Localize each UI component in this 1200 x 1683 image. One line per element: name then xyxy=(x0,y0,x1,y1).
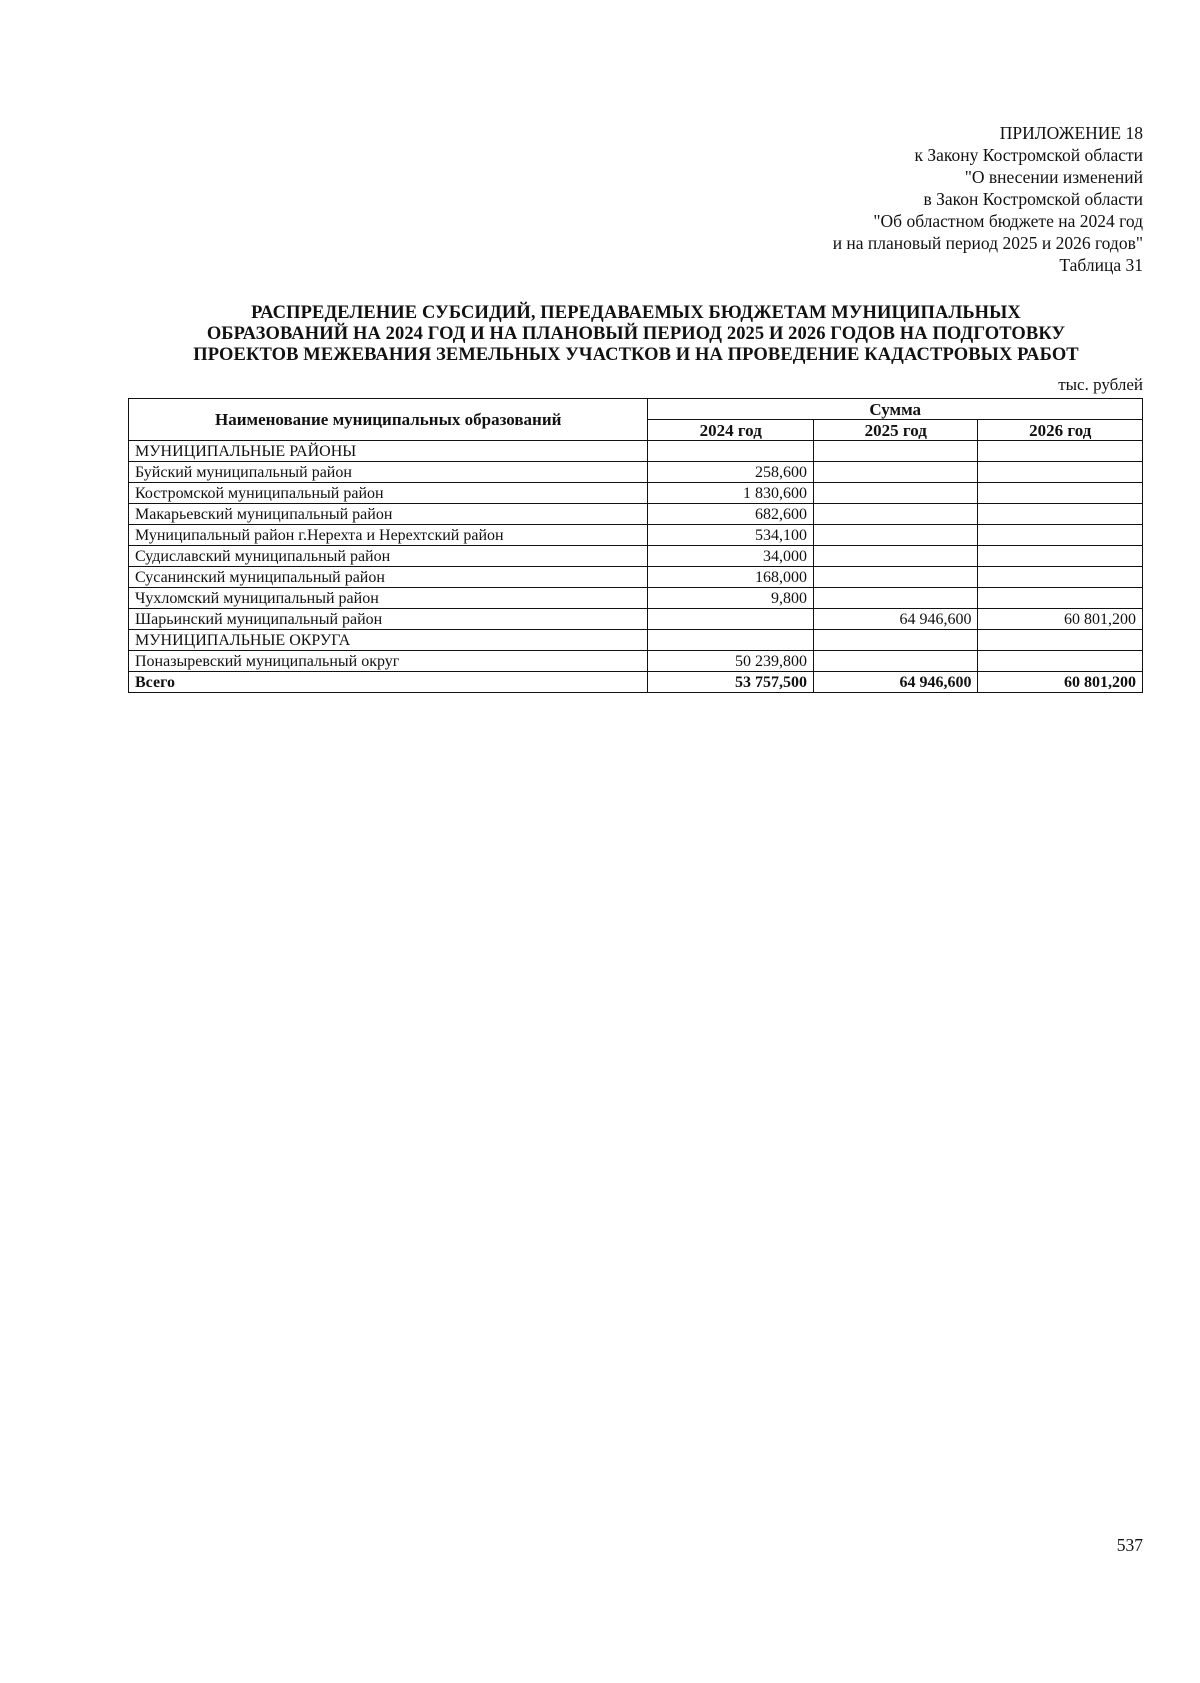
value-2024: 34,000 xyxy=(648,546,814,567)
value-2024: 168,000 xyxy=(648,567,814,588)
appendix-law-line: "Об областном бюджете на 2024 год xyxy=(873,211,1143,231)
row-name: Поназыревский муниципальный округ xyxy=(129,651,648,672)
value-2024: 682,600 xyxy=(648,504,814,525)
value-2025 xyxy=(814,462,978,483)
value-2024: 534,100 xyxy=(648,525,814,546)
table-row xyxy=(129,609,1143,630)
value-2026 xyxy=(978,504,1143,525)
value-2025 xyxy=(814,588,978,609)
table-row xyxy=(129,567,1143,588)
table-row xyxy=(129,483,1143,504)
value-2026 xyxy=(978,546,1143,567)
total-2025: 64 946,600 xyxy=(814,672,978,693)
value-2026 xyxy=(978,630,1143,651)
value-2024: 9,800 xyxy=(648,588,814,609)
table-row xyxy=(129,651,1143,672)
value-2026 xyxy=(978,651,1143,672)
table-row-total xyxy=(129,672,1143,693)
value-2025 xyxy=(814,630,978,651)
table-number: Таблица 31 xyxy=(1059,255,1143,275)
value-2024 xyxy=(648,609,814,630)
units-label: тыс. рублей xyxy=(1058,375,1143,394)
column-header-name: Наименование муниципальных образований xyxy=(129,399,648,441)
value-2024: 258,600 xyxy=(648,462,814,483)
table-row xyxy=(129,462,1143,483)
value-2024: 1 830,600 xyxy=(648,483,814,504)
value-2026 xyxy=(978,462,1143,483)
page-number: 537 xyxy=(1116,1535,1143,1555)
appendix-law-line: и на плановый период 2025 и 2026 годов" xyxy=(832,233,1143,253)
value-2026 xyxy=(978,483,1143,504)
value-2025 xyxy=(814,546,978,567)
value-2024 xyxy=(648,441,814,462)
value-2025 xyxy=(814,525,978,546)
value-2026 xyxy=(978,441,1143,462)
row-name: Судиславский муниципальный район xyxy=(129,546,648,567)
value-2025 xyxy=(814,567,978,588)
value-2025 xyxy=(814,441,978,462)
document-title xyxy=(128,303,1144,366)
row-name: Макарьевский муниципальный район xyxy=(129,504,648,525)
total-2024: 53 757,500 xyxy=(648,672,814,693)
row-name: Чухломский муниципальный район xyxy=(129,588,648,609)
value-2026 xyxy=(978,588,1143,609)
value-2026: 60 801,200 xyxy=(978,609,1143,630)
table-row xyxy=(129,525,1143,546)
row-name: МУНИЦИПАЛЬНЫЕ ОКРУГА xyxy=(129,630,648,651)
subsidies-table xyxy=(128,398,1143,693)
value-2025 xyxy=(814,504,978,525)
table-row-section xyxy=(129,441,1143,462)
value-2025: 64 946,600 xyxy=(814,609,978,630)
row-name: Сусанинский муниципальный район xyxy=(129,567,648,588)
appendix-law-line: в Закон Костромской области xyxy=(923,189,1143,209)
column-header-2024: 2024 год xyxy=(648,420,814,441)
table-row-section xyxy=(129,630,1143,651)
value-2026 xyxy=(978,525,1143,546)
row-name: МУНИЦИПАЛЬНЫЕ РАЙОНЫ xyxy=(129,441,648,462)
appendix-law-line: к Закону Костромской области xyxy=(914,145,1143,165)
appendix-header xyxy=(833,122,1143,276)
appendix-law-line: "О внесении изменений xyxy=(964,167,1143,187)
appendix-number: ПРИЛОЖЕНИЕ 18 xyxy=(999,123,1143,143)
value-2025 xyxy=(814,483,978,504)
value-2026 xyxy=(978,567,1143,588)
title-line: РАСПРЕДЕЛЕНИЕ СУБСИДИЙ, ПЕРЕДАВАЕМЫХ БЮДЖЕТАМ МУНИЦИПАЛЬНЫХ xyxy=(251,303,1021,323)
title-line: ОБРАЗОВАНИЙ НА 2024 ГОД И НА ПЛАНОВЫЙ ПЕРИОД 2025 И 2026 ГОДОВ НА ПОДГОТОВКУ xyxy=(206,324,1066,344)
row-name: Костромской муниципальный район xyxy=(129,483,648,504)
column-header-2025: 2025 год xyxy=(814,420,978,441)
column-header-2026: 2026 год xyxy=(978,420,1143,441)
total-2026: 60 801,200 xyxy=(978,672,1143,693)
table-row xyxy=(129,588,1143,609)
row-name: Муниципальный район г.Нерехта и Нерехтский район xyxy=(129,525,648,546)
table-row xyxy=(129,504,1143,525)
table-row xyxy=(129,546,1143,567)
value-2025 xyxy=(814,651,978,672)
value-2024 xyxy=(648,630,814,651)
title-line: ПРОЕКТОВ МЕЖЕВАНИЯ ЗЕМЕЛЬНЫХ УЧАСТКОВ И НА ПРОВЕДЕНИЕ КАДАСТРОВЫХ РАБОТ xyxy=(193,345,1079,365)
row-name: Буйский муниципальный район xyxy=(129,462,648,483)
column-header-sum: Сумма xyxy=(648,399,1143,420)
value-2024: 50 239,800 xyxy=(648,651,814,672)
total-label: Всего xyxy=(129,672,648,693)
row-name: Шарьинский муниципальный район xyxy=(129,609,648,630)
